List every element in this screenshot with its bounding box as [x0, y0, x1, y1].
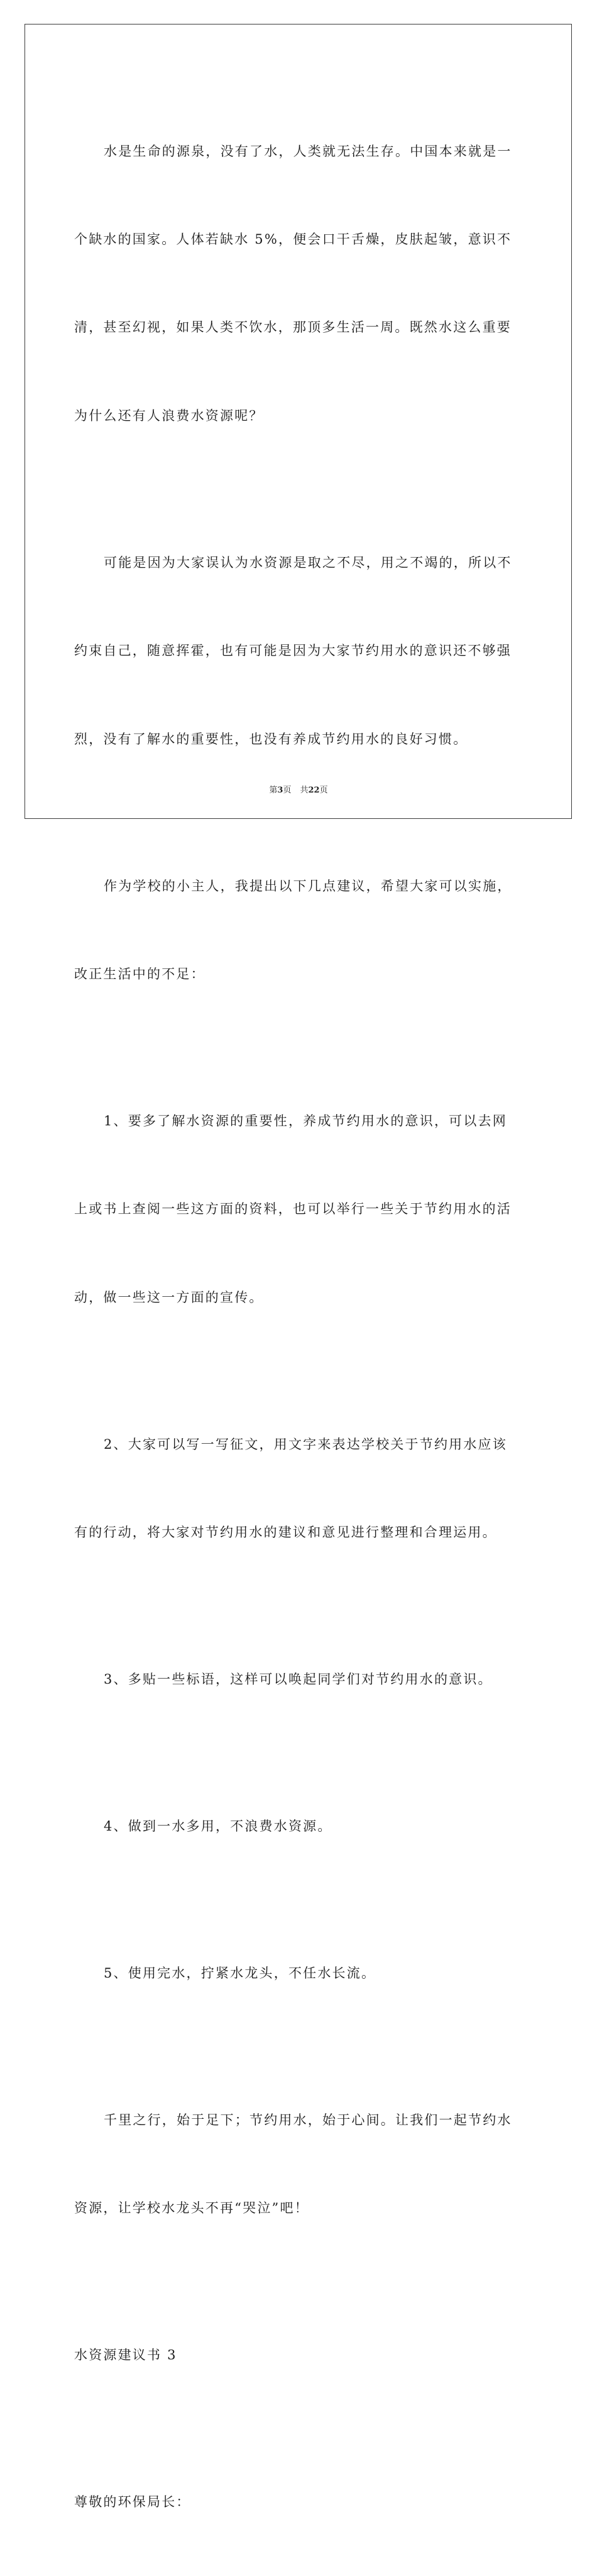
- heading-text: 水资源建议书 3: [74, 2347, 177, 2363]
- suggestion-1: [74, 1047, 527, 1371]
- footer-total-pages: 22: [308, 786, 320, 795]
- text-line: 有的行动，将大家对节约用水的建议和意见进行整理和合理运用。: [74, 1525, 497, 1540]
- text-line: 2、大家可以写一写征文，用文字来表达学校关于节约用水应该: [104, 1436, 507, 1452]
- document-body: [74, 78, 527, 2576]
- salutation: [74, 2429, 527, 2576]
- footer-total-suffix: 页: [319, 786, 328, 795]
- suggestion-4: [74, 1753, 527, 1900]
- text-line: 烈，没有了解水的重要性，也没有养成节约用水的良好习惯。: [74, 731, 468, 747]
- section-heading: [74, 2282, 527, 2429]
- text-line: 为什么还有人浪费水资源呢？: [74, 408, 264, 423]
- text-line: 改正生活中的不足：: [74, 966, 205, 982]
- paragraph-closing: [74, 2047, 527, 2281]
- footer-page-suffix: 页: [283, 786, 292, 795]
- paragraph-proposal-intro: [74, 813, 527, 1047]
- text-line: 1、要多了解水资源的重要性，养成节约用水的意识，可以去网: [104, 1113, 507, 1128]
- paragraph-intro: [74, 78, 527, 489]
- text-line: 3、多贴一些标语，这样可以唤起同学们对节约用水的意识。: [104, 1672, 493, 1687]
- text-line: 约束自己，随意挥霍，也有可能是因为大家节约用水的意识还不够强: [74, 643, 512, 659]
- text-line: 上或书上查阅一些这方面的资料，也可以举行一些关于节约用水的活: [74, 1201, 512, 1217]
- footer-page-number: 3: [277, 786, 283, 795]
- suggestion-2: [74, 1371, 527, 1606]
- text-line: 作为学校的小主人，我提出以下几点建议，希望大家可以实施，: [104, 878, 512, 894]
- text-line: 水是生命的源泉，没有了水，人类就无法生存。中国本来就是一: [104, 143, 512, 159]
- paragraph-reason: [74, 489, 527, 813]
- text-line: 千里之行，始于足下；节约用水，始于心间。让我们一起节约水: [104, 2112, 512, 2128]
- footer-total-prefix: 共: [300, 786, 309, 795]
- text-line: 资源，让学校水龙头不再“哭泣”吧！: [74, 2200, 309, 2216]
- text-line: 动，做一些这一方面的宣传。: [74, 1289, 264, 1305]
- page-footer: [0, 783, 597, 795]
- salutation-text: 尊敬的环保局长：: [74, 2494, 191, 2510]
- text-line: 清，甚至幻视，如果人类不饮水，那顶多生活一周。既然水这么重要: [74, 320, 512, 335]
- text-line: 可能是因为大家误认为水资源是取之不尽，用之不竭的，所以不: [104, 555, 512, 570]
- text-line: 4、做到一水多用，不浪费水资源。: [104, 1819, 332, 1834]
- footer-page-prefix: 第: [269, 786, 278, 795]
- suggestion-5: [74, 1900, 527, 2047]
- text-line: 个缺水的国家。人体若缺水 5%，便会口干舌燥，皮肤起皱，意识不: [74, 231, 512, 247]
- suggestion-3: [74, 1606, 527, 1753]
- text-line: 5、使用完水，拧紧水龙头，不任水长流。: [104, 1966, 376, 1981]
